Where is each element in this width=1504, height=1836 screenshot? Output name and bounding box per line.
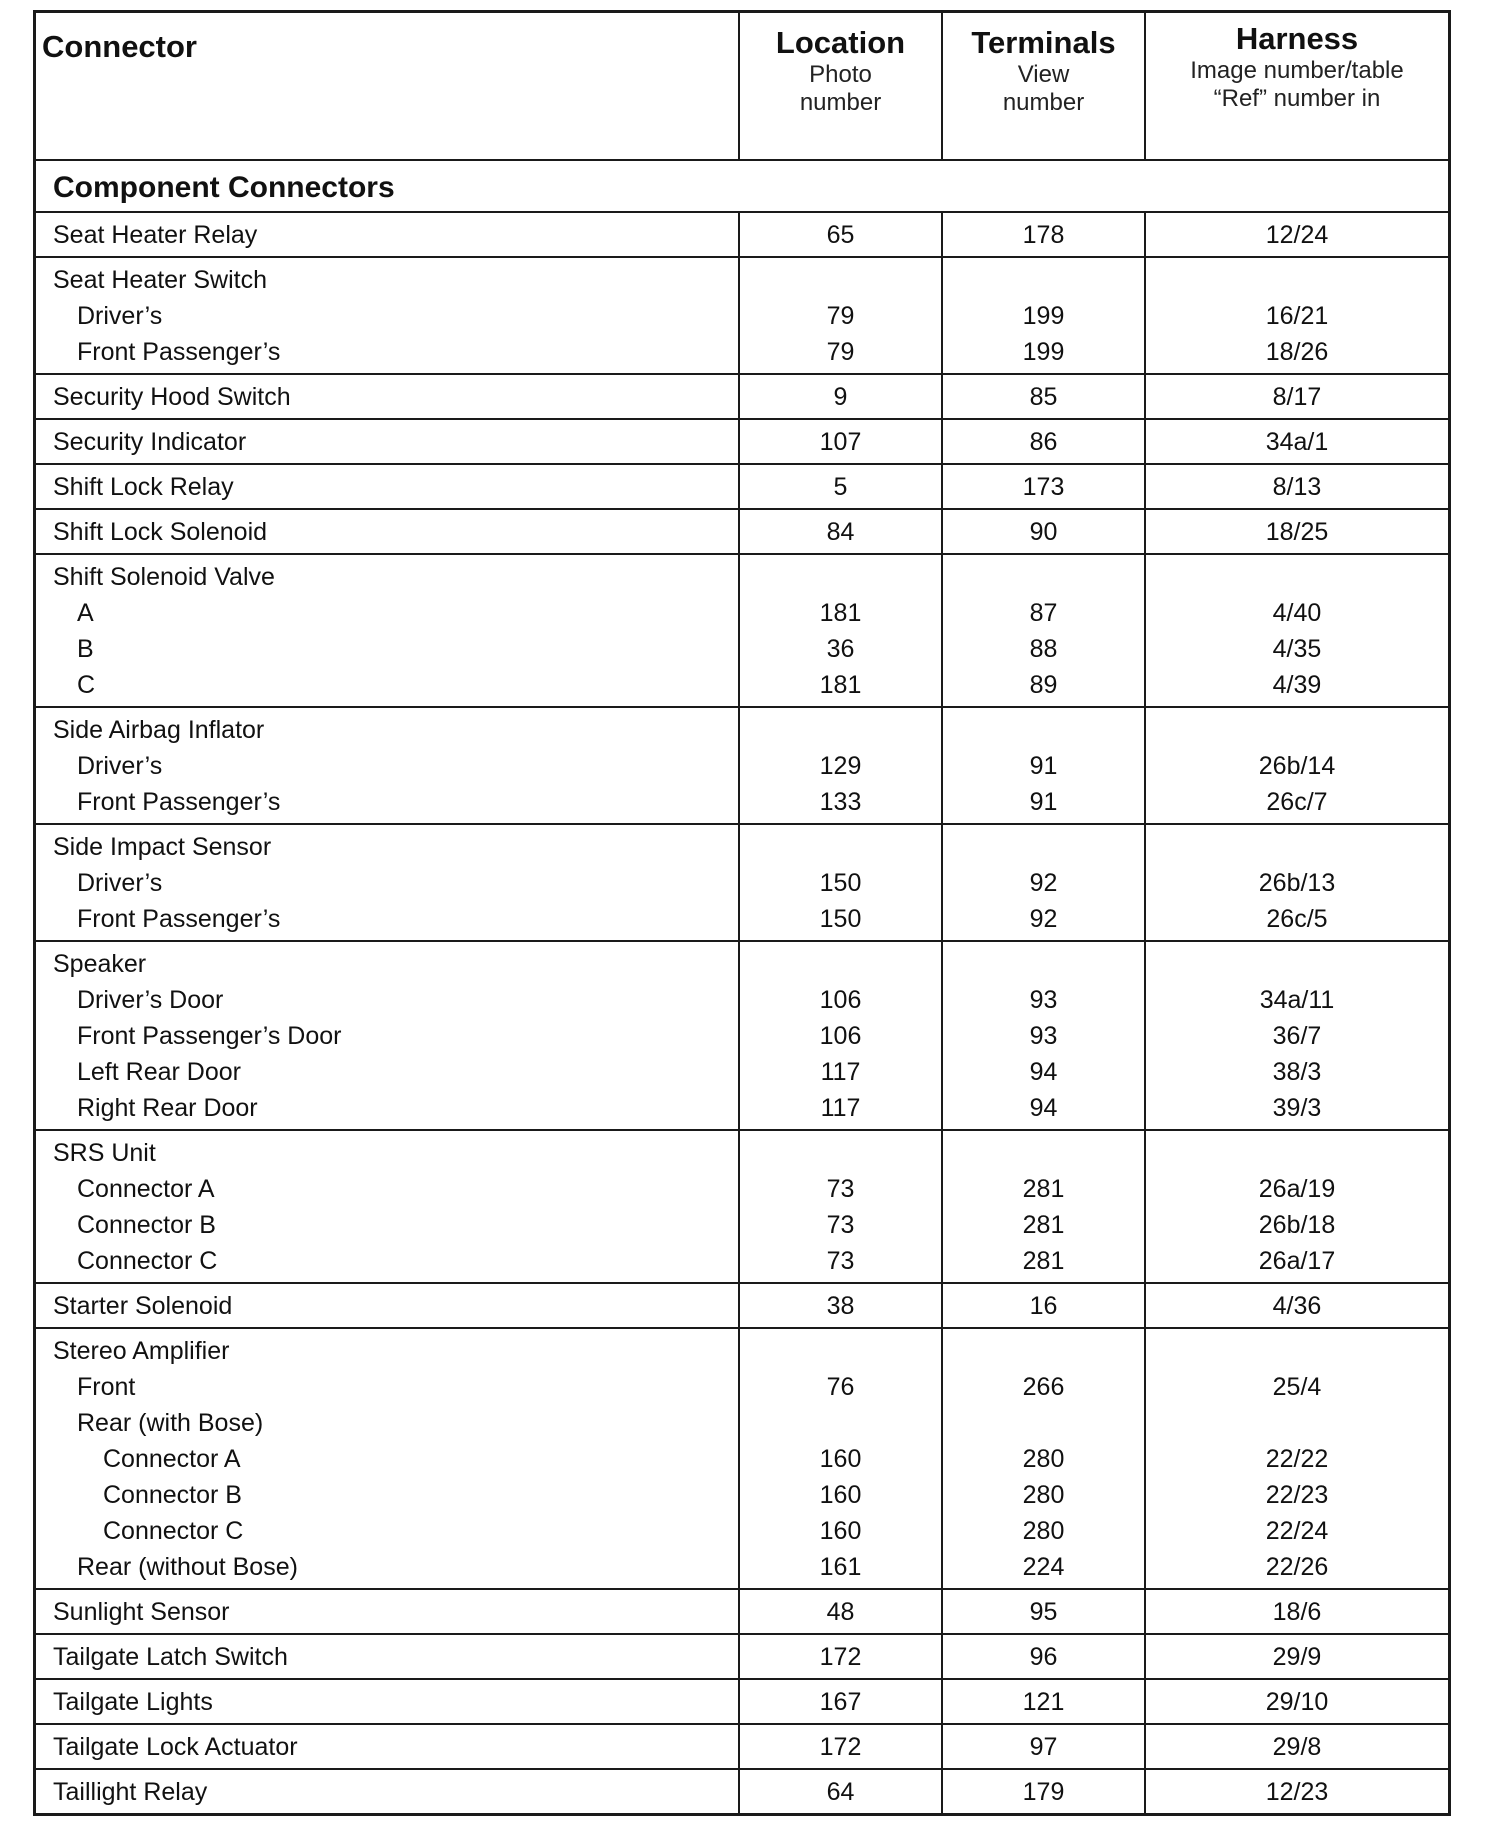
harness-ref-number: 18/26: [1265, 338, 1329, 366]
location-photo-number: 129: [819, 752, 862, 780]
terminals-view-number: [943, 712, 1144, 748]
connector-name: Stereo Amplifier: [53, 1337, 230, 1365]
location-photo-number: 160: [819, 1481, 862, 1509]
terminals-view-number-column: [943, 1284, 1146, 1327]
harness-ref-number: 8/13: [1272, 473, 1322, 501]
connector-table: [33, 10, 1451, 1816]
connector-name: Starter Solenoid: [53, 1292, 233, 1320]
terminals-view-number: 281: [1022, 1211, 1065, 1239]
connector-name-column: [36, 1590, 740, 1633]
harness-ref-number: [1146, 1405, 1448, 1441]
harness-ref-number: 12/24: [1265, 221, 1329, 249]
location-photo-number-column: [740, 213, 943, 256]
terminals-view-number-column: [943, 213, 1146, 256]
terminals-view-number: 97: [1029, 1733, 1058, 1761]
header-location-sub1: Photo: [809, 61, 872, 88]
connector-name: C: [77, 671, 96, 699]
terminals-view-number: 93: [1029, 1022, 1058, 1050]
terminals-view-number-column: [943, 708, 1146, 823]
location-photo-number: 84: [826, 518, 855, 546]
terminals-view-number: 199: [1022, 302, 1065, 330]
connector-name: Front Passenger’s Door: [77, 1022, 342, 1050]
connector-name: Rear (without Bose): [77, 1553, 298, 1581]
location-photo-number: 107: [819, 428, 862, 456]
harness-ref-number-column: [1146, 942, 1448, 1129]
terminals-view-number-column: [943, 1131, 1146, 1282]
harness-ref-number-column: [1146, 1725, 1448, 1768]
terminals-view-number: 93: [1029, 986, 1058, 1014]
location-photo-number: 117: [820, 1058, 861, 1086]
harness-ref-number: 39/3: [1272, 1094, 1322, 1122]
location-photo-number-column: [740, 1131, 943, 1282]
terminals-view-number-column: [943, 942, 1146, 1129]
location-photo-number: 79: [826, 302, 855, 330]
terminals-view-number: 280: [1022, 1481, 1065, 1509]
harness-ref-number: 26c/7: [1266, 788, 1328, 816]
harness-ref-number: 18/25: [1265, 518, 1329, 546]
terminals-view-number: 280: [1022, 1517, 1065, 1545]
location-photo-number: 73: [826, 1211, 855, 1239]
harness-ref-number-column: [1146, 1329, 1448, 1588]
header-terminals-title: Terminals: [971, 25, 1116, 60]
location-photo-number-column: [740, 708, 943, 823]
harness-ref-number: 22/24: [1265, 1517, 1329, 1545]
connector-name-column: [36, 825, 740, 940]
location-photo-number: 64: [826, 1778, 855, 1806]
header-location-sub2: number: [799, 89, 882, 116]
terminals-view-number-column: [943, 1590, 1146, 1633]
harness-ref-number: 29/8: [1272, 1733, 1322, 1761]
connector-name: Connector C: [77, 1247, 218, 1275]
harness-ref-number-column: [1146, 1131, 1448, 1282]
connector-name-column: [36, 942, 740, 1129]
table-row-group: [36, 1725, 1448, 1770]
harness-ref-number-column: [1146, 708, 1448, 823]
harness-ref-number: 26c/5: [1266, 905, 1328, 933]
location-photo-number: 36: [826, 635, 855, 663]
harness-ref-number-column: [1146, 213, 1448, 256]
harness-ref-number-column: [1146, 825, 1448, 940]
location-photo-number: 172: [819, 1733, 862, 1761]
terminals-view-number-column: [943, 510, 1146, 553]
location-photo-number: 160: [819, 1517, 862, 1545]
harness-ref-number: 26b/13: [1258, 869, 1336, 897]
connector-name: Speaker: [53, 950, 147, 978]
table-row-group: [36, 555, 1448, 708]
terminals-view-number-column: [943, 825, 1146, 940]
connector-name: Connector C: [103, 1517, 244, 1545]
table-row-group: [36, 1635, 1448, 1680]
terminals-view-number: [943, 1135, 1144, 1171]
location-photo-number: [740, 1333, 941, 1369]
connector-name-column: [36, 1329, 740, 1588]
terminals-view-number: 281: [1022, 1247, 1065, 1275]
location-photo-number: 5: [833, 473, 848, 501]
table-row-group: [36, 213, 1448, 258]
terminals-view-number-column: [943, 465, 1146, 508]
harness-ref-number-column: [1146, 465, 1448, 508]
harness-ref-number: 4/36: [1272, 1292, 1322, 1320]
location-photo-number-column: [740, 465, 943, 508]
connector-name: Security Hood Switch: [53, 383, 291, 411]
connector-name: Connector B: [103, 1481, 242, 1509]
table-row-group: [36, 708, 1448, 825]
table-row-group: [36, 510, 1448, 555]
harness-ref-number: 26a/17: [1258, 1247, 1336, 1275]
table-row-group: [36, 465, 1448, 510]
terminals-view-number: [943, 1333, 1144, 1369]
connector-name-column: [36, 213, 740, 256]
table-row-group: [36, 1284, 1448, 1329]
location-photo-number-column: [740, 1635, 943, 1678]
location-photo-number: 48: [826, 1598, 855, 1626]
harness-ref-number: [1146, 946, 1448, 982]
harness-ref-number: 34a/1: [1265, 428, 1329, 456]
terminals-view-number: 92: [1029, 869, 1058, 897]
header-terminals-sub1: View: [1017, 61, 1070, 88]
harness-ref-number-column: [1146, 420, 1448, 463]
terminals-view-number-column: [943, 375, 1146, 418]
connector-name: Connector B: [77, 1211, 216, 1239]
terminals-view-number: 173: [1022, 473, 1065, 501]
connector-name: Driver’s: [77, 869, 163, 897]
terminals-view-number: 16: [1029, 1292, 1058, 1320]
connector-name: Driver’s Door: [77, 986, 224, 1014]
connector-name-column: [36, 708, 740, 823]
connector-name: Front: [77, 1373, 136, 1401]
harness-ref-number: [1146, 262, 1448, 298]
location-photo-number-column: [740, 825, 943, 940]
location-photo-number: 9: [833, 383, 848, 411]
terminals-view-number: [943, 829, 1144, 865]
header-harness-title: Harness: [1235, 21, 1359, 56]
location-photo-number: 73: [826, 1247, 855, 1275]
header-location-title: Location: [775, 25, 906, 60]
connector-name-column: [36, 555, 740, 706]
header-connector: Connector: [36, 13, 740, 159]
connector-name: Connector A: [77, 1175, 215, 1203]
location-photo-number-column: [740, 1329, 943, 1588]
location-photo-number: [740, 262, 941, 298]
terminals-view-number-column: [943, 258, 1146, 373]
location-photo-number: [740, 1135, 941, 1171]
table-row-group: [36, 258, 1448, 375]
location-photo-number-column: [740, 258, 943, 373]
location-photo-number: 73: [826, 1175, 855, 1203]
table-row-group: [36, 942, 1448, 1131]
location-photo-number: 106: [819, 1022, 862, 1050]
location-photo-number-column: [740, 510, 943, 553]
connector-name: Right Rear Door: [77, 1094, 258, 1122]
table-row-group: [36, 375, 1448, 420]
connector-name: A: [77, 599, 94, 627]
harness-ref-number: 36/7: [1272, 1022, 1322, 1050]
location-photo-number: 106: [819, 986, 862, 1014]
harness-ref-number-column: [1146, 375, 1448, 418]
terminals-view-number: 89: [1029, 671, 1058, 699]
terminals-view-number: 85: [1029, 383, 1058, 411]
harness-ref-number: 16/21: [1265, 302, 1329, 330]
terminals-view-number-column: [943, 1635, 1146, 1678]
harness-ref-number: 12/23: [1265, 1778, 1329, 1806]
terminals-view-number: 121: [1022, 1688, 1065, 1716]
location-photo-number: [740, 712, 941, 748]
connector-name: Front Passenger’s: [77, 788, 281, 816]
connector-name: Side Impact Sensor: [53, 833, 272, 861]
location-photo-number: 181: [819, 671, 862, 699]
terminals-view-number: 95: [1029, 1598, 1058, 1626]
terminals-view-number: 90: [1029, 518, 1058, 546]
connector-name: Security Indicator: [53, 428, 247, 456]
location-photo-number-column: [740, 1284, 943, 1327]
terminals-view-number: 280: [1022, 1445, 1065, 1473]
terminals-view-number: 281: [1022, 1175, 1065, 1203]
terminals-view-number: [943, 559, 1144, 595]
harness-ref-number-column: [1146, 1590, 1448, 1633]
location-photo-number: 38: [826, 1292, 855, 1320]
terminals-view-number: 86: [1029, 428, 1058, 456]
harness-ref-number: [1146, 1135, 1448, 1171]
harness-ref-number: 22/22: [1265, 1445, 1329, 1473]
connector-name: Shift Lock Solenoid: [53, 518, 268, 546]
connector-name: Connector A: [103, 1445, 241, 1473]
terminals-view-number-column: [943, 555, 1146, 706]
harness-ref-number-column: [1146, 1770, 1448, 1813]
location-photo-number: 160: [819, 1445, 862, 1473]
harness-ref-number-column: [1146, 1680, 1448, 1723]
terminals-view-number: 224: [1022, 1553, 1065, 1581]
connector-name: Shift Solenoid Valve: [53, 563, 275, 591]
harness-ref-number: 26b/18: [1258, 1211, 1336, 1239]
harness-ref-number: 29/9: [1272, 1643, 1322, 1671]
table-row-group: [36, 825, 1448, 942]
terminals-view-number: 91: [1029, 788, 1058, 816]
terminals-view-number: 94: [1029, 1058, 1058, 1086]
terminals-view-number: [943, 262, 1144, 298]
harness-ref-number: [1146, 829, 1448, 865]
connector-name: B: [77, 635, 94, 663]
table-row-group: [36, 1680, 1448, 1725]
table-body: [36, 213, 1448, 1813]
harness-ref-number: [1146, 712, 1448, 748]
connector-name: Seat Heater Relay: [53, 221, 258, 249]
connector-name: Sunlight Sensor: [53, 1598, 230, 1626]
terminals-view-number-column: [943, 1770, 1146, 1813]
harness-ref-number: 4/35: [1272, 635, 1322, 663]
header-terminals: [943, 13, 1146, 159]
connector-name-column: [36, 375, 740, 418]
terminals-view-number: [943, 1405, 1144, 1441]
terminals-view-number: 178: [1022, 221, 1065, 249]
terminals-view-number-column: [943, 1680, 1146, 1723]
location-photo-number: 76: [826, 1373, 855, 1401]
location-photo-number: 167: [819, 1688, 862, 1716]
table-row-group: [36, 1131, 1448, 1284]
location-photo-number: 150: [819, 869, 862, 897]
connector-name: Tailgate Lights: [53, 1688, 213, 1716]
location-photo-number: 161: [819, 1553, 862, 1581]
table-row-group: [36, 1329, 1448, 1590]
harness-ref-number: 4/40: [1272, 599, 1322, 627]
location-photo-number-column: [740, 555, 943, 706]
connector-name: Seat Heater Switch: [53, 266, 267, 294]
section-title: Component Connectors: [36, 161, 1448, 213]
terminals-view-number: 87: [1029, 599, 1058, 627]
connector-name-column: [36, 1284, 740, 1327]
connector-name-column: [36, 420, 740, 463]
harness-ref-number: 29/10: [1265, 1688, 1329, 1716]
location-photo-number: 172: [819, 1643, 862, 1671]
terminals-view-number: 96: [1029, 1643, 1058, 1671]
harness-ref-number: 38/3: [1272, 1058, 1322, 1086]
table-row-group: [36, 1770, 1448, 1813]
connector-name: Driver’s: [77, 302, 163, 330]
location-photo-number: 117: [820, 1094, 861, 1122]
table-header: [36, 13, 1448, 161]
location-photo-number: 79: [826, 338, 855, 366]
harness-ref-number-column: [1146, 1284, 1448, 1327]
connector-name-column: [36, 510, 740, 553]
harness-ref-number: 26a/19: [1258, 1175, 1336, 1203]
connector-name: Front Passenger’s: [77, 905, 281, 933]
location-photo-number: [740, 946, 941, 982]
connector-name-column: [36, 1725, 740, 1768]
terminals-view-number: 266: [1022, 1373, 1065, 1401]
table-row-group: [36, 1590, 1448, 1635]
terminals-view-number: 179: [1022, 1778, 1065, 1806]
harness-ref-number: 26b/14: [1258, 752, 1336, 780]
terminals-view-number: 91: [1029, 752, 1058, 780]
connector-name: Front Passenger’s: [77, 338, 281, 366]
harness-ref-number: 18/6: [1272, 1598, 1322, 1626]
location-photo-number-column: [740, 942, 943, 1129]
harness-ref-number: 22/26: [1265, 1553, 1329, 1581]
location-photo-number-column: [740, 1770, 943, 1813]
harness-ref-number-column: [1146, 555, 1448, 706]
connector-name: Rear (with Bose): [77, 1409, 264, 1437]
location-photo-number: 133: [819, 788, 862, 816]
terminals-view-number: 94: [1029, 1094, 1058, 1122]
connector-name-column: [36, 1770, 740, 1813]
terminals-view-number-column: [943, 1329, 1146, 1588]
harness-ref-number: 22/23: [1265, 1481, 1329, 1509]
connector-name: Shift Lock Relay: [53, 473, 234, 501]
connector-name: Tailgate Latch Switch: [53, 1643, 288, 1671]
terminals-view-number-column: [943, 1725, 1146, 1768]
terminals-view-number: 199: [1022, 338, 1065, 366]
location-photo-number-column: [740, 1725, 943, 1768]
connector-name-column: [36, 258, 740, 373]
location-photo-number: [740, 559, 941, 595]
header-harness: [1146, 13, 1448, 159]
connector-name-column: [36, 465, 740, 508]
harness-ref-number-column: [1146, 510, 1448, 553]
location-photo-number-column: [740, 1590, 943, 1633]
connector-name-column: [36, 1680, 740, 1723]
header-terminals-sub2: number: [1002, 89, 1085, 116]
harness-ref-number: 8/17: [1272, 383, 1322, 411]
harness-ref-number: 4/39: [1272, 671, 1322, 699]
harness-ref-number: 25/4: [1272, 1373, 1322, 1401]
harness-ref-number: [1146, 1333, 1448, 1369]
harness-ref-number: 34a/11: [1259, 986, 1335, 1014]
connector-name-column: [36, 1635, 740, 1678]
location-photo-number: 150: [819, 905, 862, 933]
location-photo-number-column: [740, 375, 943, 418]
terminals-view-number-column: [943, 420, 1146, 463]
connector-name: Side Airbag Inflator: [53, 716, 265, 744]
connector-name: Driver’s: [77, 752, 163, 780]
harness-ref-number: [1146, 559, 1448, 595]
location-photo-number: 65: [826, 221, 855, 249]
header-harness-sub2: “Ref” number in: [1213, 85, 1381, 112]
terminals-view-number: 88: [1029, 635, 1058, 663]
harness-ref-number-column: [1146, 258, 1448, 373]
connector-name: Left Rear Door: [77, 1058, 241, 1086]
location-photo-number-column: [740, 420, 943, 463]
connector-name: Tailgate Lock Actuator: [53, 1733, 298, 1761]
connector-name-column: [36, 1131, 740, 1282]
location-photo-number: 181: [819, 599, 862, 627]
table-row-group: [36, 420, 1448, 465]
harness-ref-number-column: [1146, 1635, 1448, 1678]
header-location: [740, 13, 943, 159]
location-photo-number-column: [740, 1680, 943, 1723]
header-harness-sub1: Image number/table: [1190, 57, 1404, 84]
terminals-view-number: 92: [1029, 905, 1058, 933]
connector-name: Taillight Relay: [53, 1778, 208, 1806]
location-photo-number: [740, 829, 941, 865]
connector-name: SRS Unit: [53, 1139, 156, 1167]
terminals-view-number: [943, 946, 1144, 982]
location-photo-number: [740, 1405, 941, 1441]
